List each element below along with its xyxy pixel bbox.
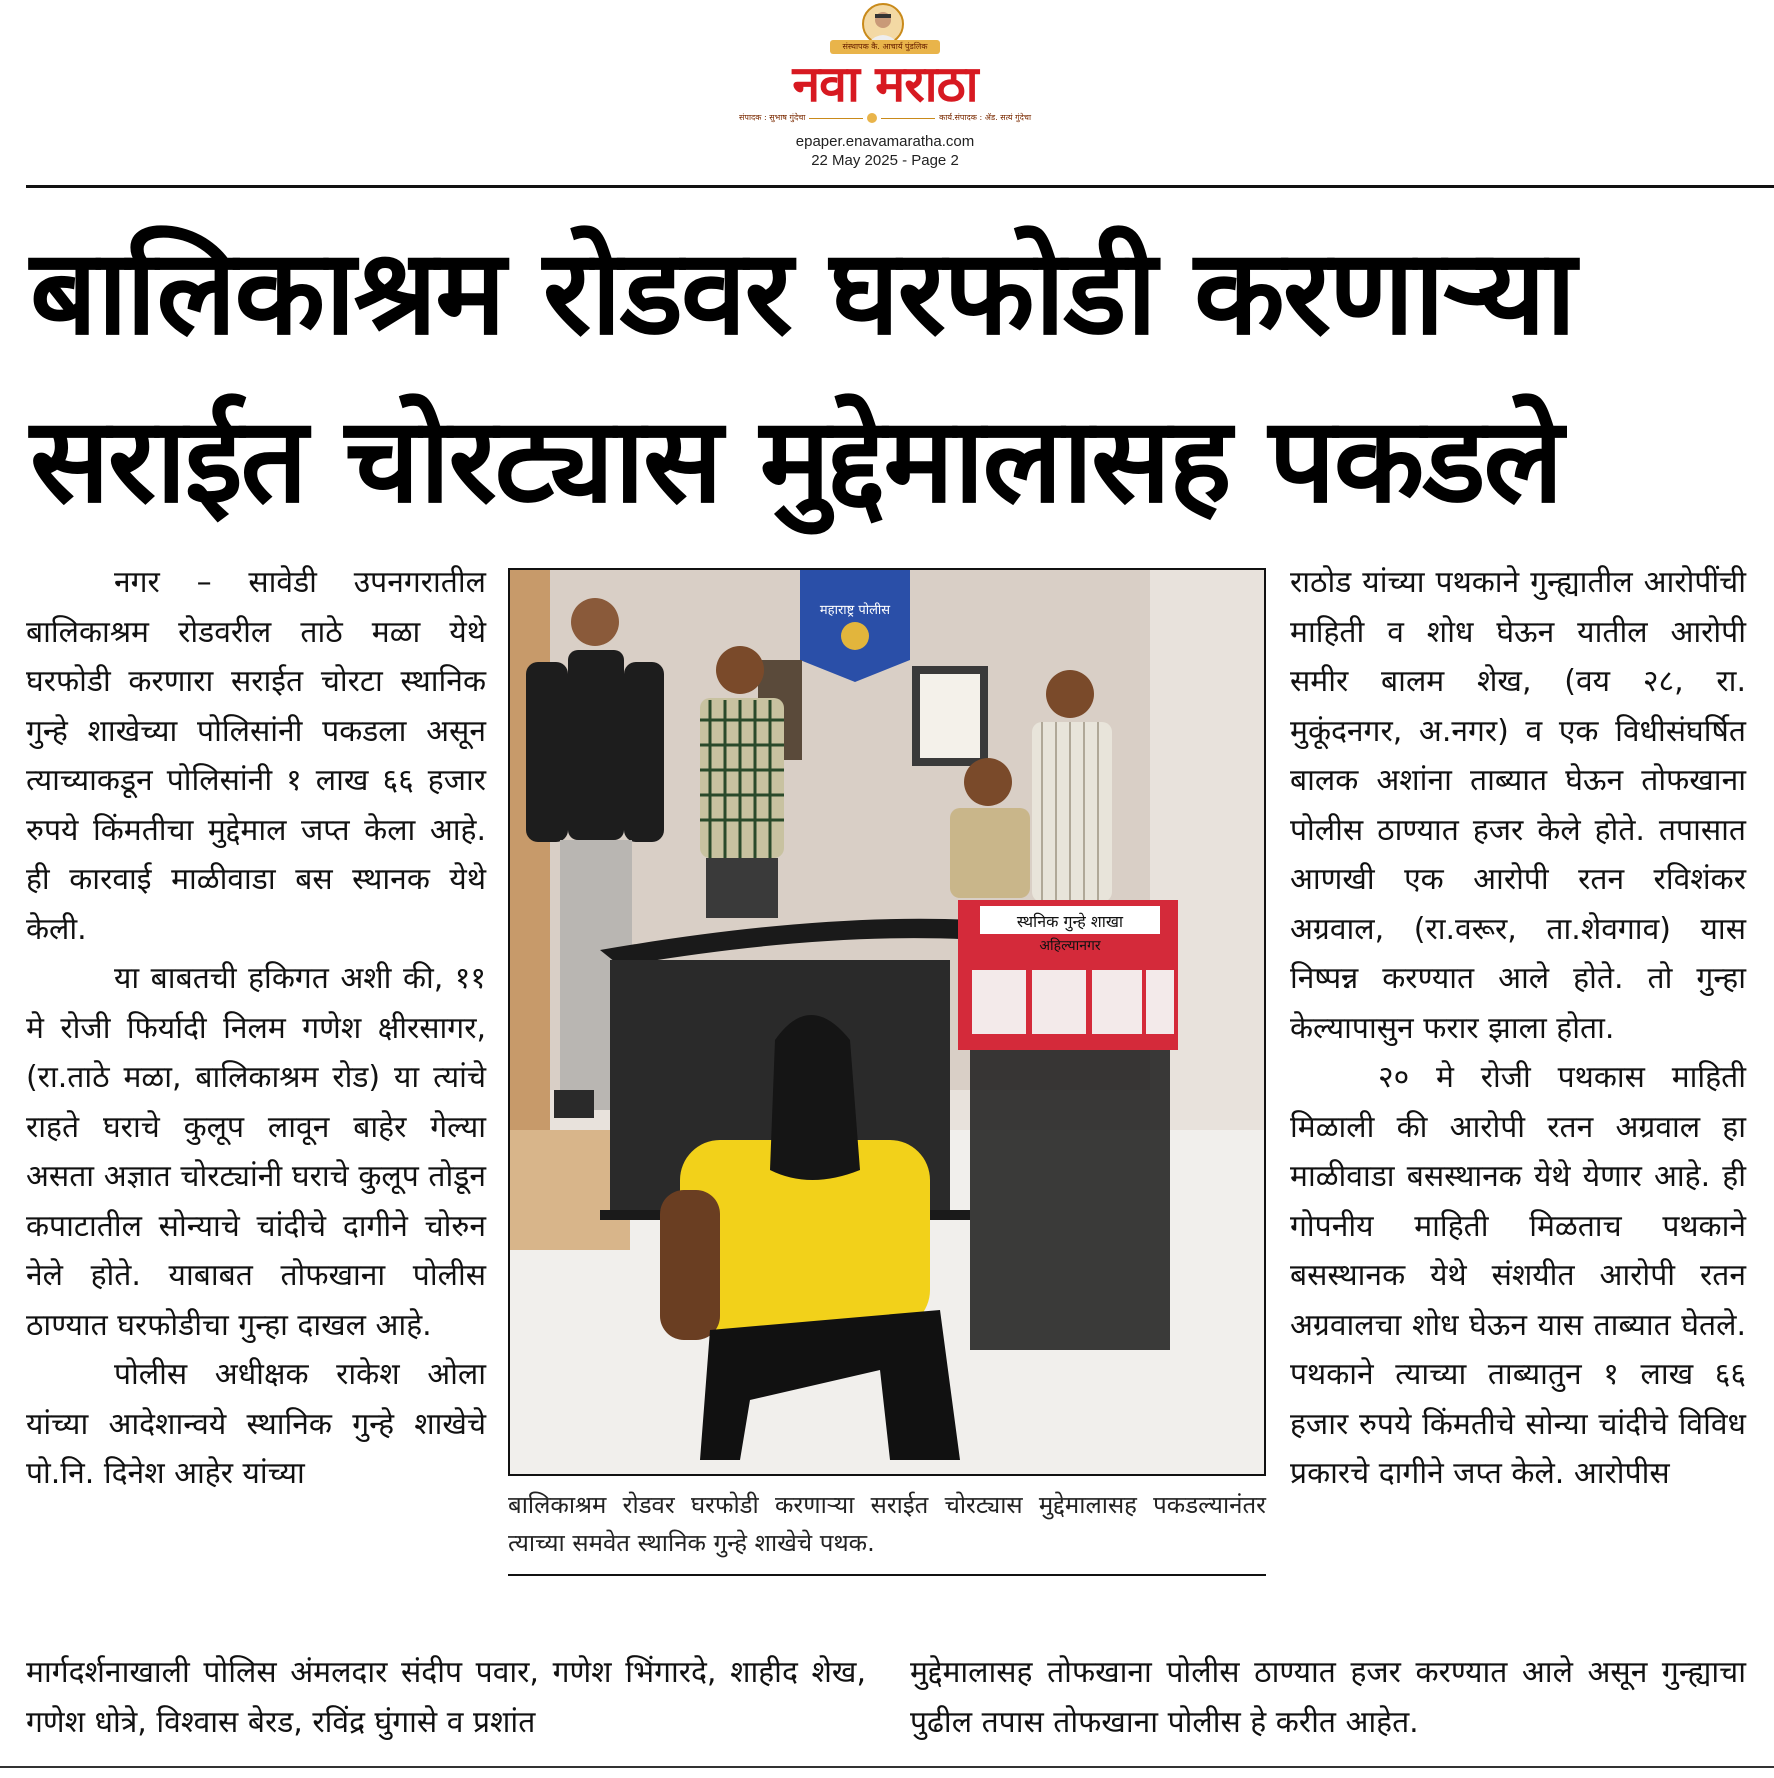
headline [30, 208, 1750, 544]
article-column-left [26, 558, 486, 1648]
article-paragraph: पोलीस अधीक्षक राकेश ओला यांच्या आदेशान्वये स्थानिक गुन्हे शाखेचे पो.नि. दिनेश आहेर यांच्या [26, 1357, 486, 1491]
photo-caption: बालिकाश्रम रोडवर घरफोडी करणाऱ्या सराईत चोरट्यास मुद्देमालासह पकडल्यानंतर त्याच्या समवेत स्थानिक गुन्हे शाखेचे पथक. [508, 1491, 1266, 1557]
news-photo [508, 568, 1266, 1476]
article-paragraph: २० मे रोजी पथकास माहिती मिळाली की आरोपी रतन अग्रवाल हा माळीवाडा बसस्थानक येथे येणार आहे. ही गोपनीय माहिती मिळताच पथकाने बसस्थानक येथे संशयीत आरोपी रतन अग्रवालचा शोध घेऊन यास ताब्यात घेतले. पथकाने त्याच्या ताब्यातुन १ लाख ६६ हजार रुपये किंमतीचे सोन्या चांदीचे विविध प्रकारचे दागीने जप्त केले. आरोपीस [1290, 1060, 1746, 1491]
caption-rule [508, 1574, 1266, 1576]
article-paragraph: नगर – सावेडी उपनगरातील बालिकाश्रम रोडवरील ताठे मळा येथे घरफोडी करणारा सराईत चोरटा स्थानिक गुन्हे शाखेच्या पोलिसांनी पकडला असून त्याच्याकडून पोलिसांनी १ लाख ६६ हजार रुपये किंमतीचा मुद्देमाल जप्त केला आहे. ही कारवाई माळीवाडा बस स्थानक येथे केली. [26, 565, 486, 947]
article-column-right [1290, 558, 1746, 1648]
article-continuation-left: मार्गदर्शनाखाली पोलिस अंमलदार संदीप पवार, गणेश भिंगारदे, शाहीद शेख, गणेश धोत्रे, विश्वास बेरड, रविंद्र घुंगासे व प्रशांत [26, 1655, 866, 1740]
edition-date-page: 22 May 2025 - Page 2 [811, 152, 959, 169]
epaper-url: epaper.enavamaratha.com [795, 133, 975, 150]
headline-line-2: सराईत चोरट्यास मुद्देमालासह पकडले [30, 391, 1562, 529]
police-emblem-icon [841, 622, 869, 650]
editor-right: कार्य.संपादक : ॲड. सत्यं गुंदेचा [939, 113, 1032, 122]
newspaper-logo [735, 0, 1035, 130]
desk-sign-title: स्थनिक गुन्हे शाखा [1016, 912, 1124, 931]
article-paragraph: राठोड यांच्या पथकाने गुन्ह्यातील आरोपींची माहिती व शोध घेऊन यातील आरोपी समीर बालम शेख, (वय २८, रा. मुकूंदनगर, अ.नगर) व एक विधीसंघर्षित बालक अशांना ताब्यात घेऊन तोफखाना पोलीस ठाण्यात हजर केले होते. तपासात आणखी एक आरोपी रतन रविशंकर अग्रवाल, (रा.वरूर, ता.शेवगाव) यास निष्पन्न करण्यात आले होते. तो गुन्हा केल्यापासुन फरार झाला होता. [1290, 565, 1746, 1046]
article-continuation-right: मुद्देमालासह तोफखाना पोलीस ठाण्यात हजर करण्यात आले असून गुन्ह्याचा पुढील तपास तोफखाना पोलीस हे करीत आहेत. [910, 1655, 1746, 1740]
editor-left: संपादक : सुभाष गुंदेचा [739, 113, 806, 122]
headline-line-1: बालिकाश्रम रोडवर घरफोडी करणाऱ्या [30, 223, 1575, 361]
logo-emblem-icon [867, 113, 877, 123]
article-paragraph: या बाबतची हकिगत अशी की, ११ मे रोजी फिर्यादी निलम गणेश क्षीरसागर, (रा.ताठे मळा, बालिकाश्रम रोड) या त्यांचे राहते घराचे कुलूप लावून बाहेर गेल्या असता अज्ञात चोरट्यांनी घराचे कुलूप तोडून कपाटातील सोन्याचे चांदीचे दागीने चोरुन नेले होते. याबाबत तोफखाना पोलीस ठाण्यात घरफोडीचा गुन्हा दाखल आहे. [26, 961, 486, 1343]
logo-ribbon: संस्थापक कै. आचार्य पुंडलिक [830, 40, 940, 54]
logo-wordmark: नवा मराठा [792, 55, 978, 113]
logo-editor-strip [739, 112, 1031, 124]
page-bottom-rule [0, 1766, 1774, 1768]
emblem-text: महाराष्ट्र पोलीस [819, 603, 891, 618]
masthead-rule [26, 185, 1774, 188]
desk-sign-subtitle: अहिल्यानगर [1039, 938, 1101, 954]
police-team-photo [510, 570, 1264, 1474]
masthead [0, 0, 1774, 185]
